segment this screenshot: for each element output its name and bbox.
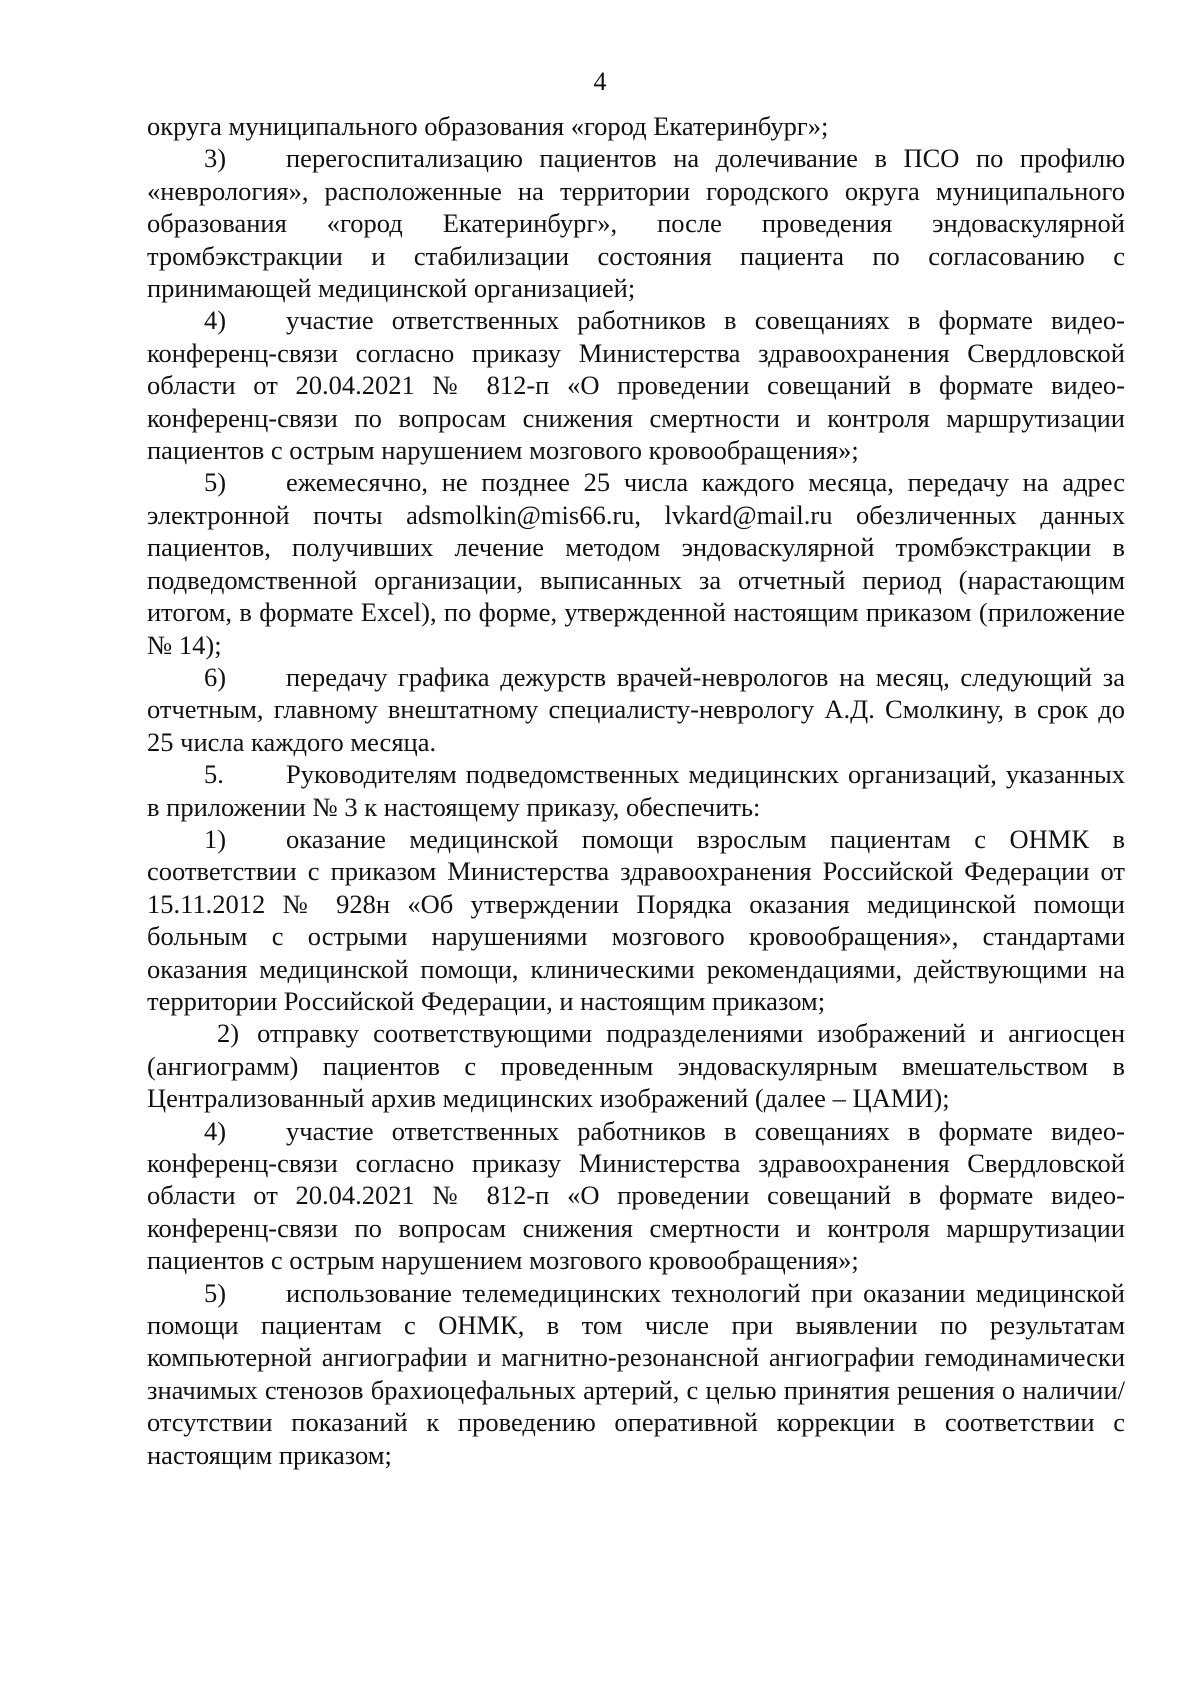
list-item xyxy=(147,466,1125,660)
paragraph-text: участие ответственных работников в совещаниях в формате видео-конференц-связи согласно приказу Министерства здравоохранения Свердловской области от 20.04.2021 № 812-п «О проведении совещаний в формате видео-конференц-связи по вопросам снижения смертности и контроля маршрутизации пациентов с острым нарушением мозгового кровообращения»; xyxy=(147,305,1125,466)
item-number: 1) xyxy=(204,823,227,854)
paragraph-continuation xyxy=(147,110,1125,142)
item-number: 2) xyxy=(217,1018,240,1049)
paragraph-text: ежемесячно, не позднее 25 числа каждого месяца, передачу на адрес электронной почты adsmolkin@mis66.ru, lvkard@mail.ru обезличенных данных пациентов, получивших лечение методом эндоваскулярной тромбэкстракции в подведомственной организации, выписанных за отчетный период (нарастающим итогом, в формате Excel), по форме, утвержденной настоящим приказом (приложение № 14); xyxy=(147,467,1125,660)
list-item xyxy=(147,823,1125,1017)
list-item xyxy=(147,1115,1125,1277)
paragraph-text: передачу графика дежурств врачей-неврологов на месяц, следующий за отчетным, главному внештатному специалисту-неврологу А.Д. Смолкину, в срок до 25 числа каждого месяца. xyxy=(147,661,1125,757)
list-item xyxy=(147,661,1125,758)
item-number: 6) xyxy=(204,661,227,692)
item-number: 4) xyxy=(204,1115,227,1146)
list-item xyxy=(147,1277,1125,1471)
paragraph-text: использование телемедицинских технологий при оказании медицинской помощи пациентам с ОНМК, в том числе при выявлении по результатам компьютерной ангиографии и магнитно-резонансной ангиографии гемодинамически значимых стенозов брахиоцефальных артерий, с целью принятия решения о наличии/отсутствии показаний к проведению оперативной коррекции в соответствии с настоящим приказом; xyxy=(147,1277,1125,1470)
paragraph-text: округа муниципального образования «город Екатеринбург»; xyxy=(147,111,829,141)
list-item xyxy=(147,304,1125,466)
list-item xyxy=(147,1017,1125,1114)
paragraph-text: участие ответственных работников в совещаниях в формате видео-конференц-связи согласно приказу Министерства здравоохранения Свердловской области от 20.04.2021 № 812-п «О проведении совещаний в формате видео-конференц-связи по вопросам снижения смертности и контроля маршрутизации пациентов с острым нарушением мозгового кровообращения»; xyxy=(147,1115,1125,1276)
item-number: 5) xyxy=(204,1277,227,1308)
item-number: 4) xyxy=(204,305,227,336)
item-number: 3) xyxy=(204,143,227,174)
paragraph-text: перегоспитализацию пациентов на долечивание в ПСО по профилю «неврология», расположенные на территории городского округа муниципального образования «город Екатеринбург», после проведения эндоваскулярной тромбэкстракции и стабилизации состояния пациента по согласованию с принимающей медицинской организацией; xyxy=(147,143,1125,304)
item-number: 5) xyxy=(204,467,227,498)
paragraph-text: отправку соответствующими подразделениями изображений и ангиосцен (ангиограмм) пациентов с проведенным эндоваскулярным вмешательством в Централизованный архив медицинских изображений (далее – ЦАМИ); xyxy=(147,1018,1125,1114)
list-item xyxy=(147,142,1125,304)
section-number: 5. xyxy=(204,759,224,790)
document-body xyxy=(147,110,1125,1471)
page-number: 4 xyxy=(593,67,607,96)
section-item xyxy=(147,758,1125,823)
paragraph-text: Руководителям подведомственных медицинских организаций, указанных в приложении № 3 к настоящему приказу, обеспечить: xyxy=(147,759,1125,822)
paragraph-text: оказание медицинской помощи взрослым пациентам с ОНМК в соответствии с приказом Министерства здравоохранения Российской Федерации от 15.11.2012 № 928н «Об утверждении Порядка оказания медицинской помощи больным с острыми нарушениями мозгового кровообращения», стандартами оказания медицинской помощи, клиническими рекомендациями, действующими на территории Российской Федерации, и настоящим приказом; xyxy=(147,823,1125,1016)
